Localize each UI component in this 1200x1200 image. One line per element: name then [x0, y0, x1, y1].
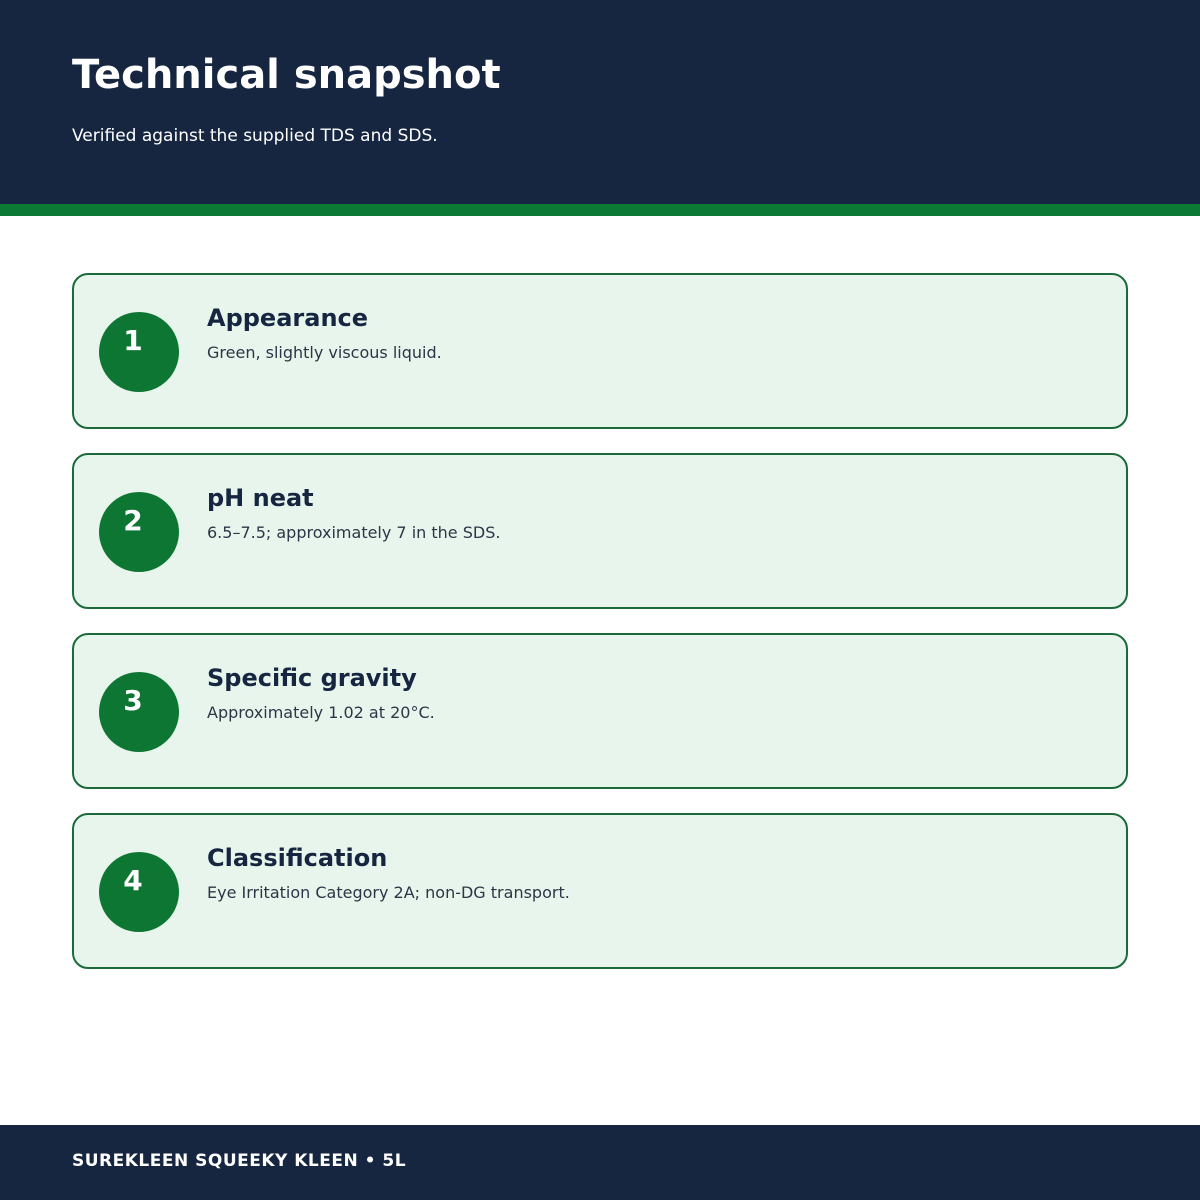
- spec-card-ph: [72, 453, 1128, 609]
- card-title: pH neat: [207, 484, 314, 512]
- page-title: Technical snapshot: [72, 52, 501, 98]
- card-description: Eye Irritation Category 2A; non-DG transport.: [207, 883, 570, 902]
- number-badge-label: 2: [123, 504, 143, 537]
- footer: [0, 1125, 1200, 1200]
- number-badge-label: 3: [123, 684, 143, 717]
- header: [0, 0, 1200, 204]
- number-badge: [99, 672, 179, 752]
- page-subtitle: Verified against the supplied TDS and SDS.: [72, 126, 438, 146]
- spec-card-list: [72, 273, 1128, 993]
- number-badge-label: 4: [123, 864, 143, 897]
- number-badge: [99, 312, 179, 392]
- card-description: Green, slightly viscous liquid.: [207, 343, 442, 362]
- accent-divider: [0, 204, 1200, 216]
- card-title: Appearance: [207, 304, 369, 332]
- number-badge-label: 1: [123, 324, 143, 357]
- spec-card-specific-gravity: [72, 633, 1128, 789]
- number-badge: [99, 492, 179, 572]
- number-badge: [99, 852, 179, 932]
- footer-product-label: SUREKLEEN SQUEEKY KLEEN • 5L: [72, 1151, 407, 1171]
- card-description: Approximately 1.02 at 20°C.: [207, 703, 435, 722]
- spec-card-appearance: [72, 273, 1128, 429]
- card-title: Specific gravity: [207, 664, 417, 692]
- card-title: Classification: [207, 844, 388, 872]
- card-description: 6.5–7.5; approximately 7 in the SDS.: [207, 523, 501, 542]
- spec-card-classification: [72, 813, 1128, 969]
